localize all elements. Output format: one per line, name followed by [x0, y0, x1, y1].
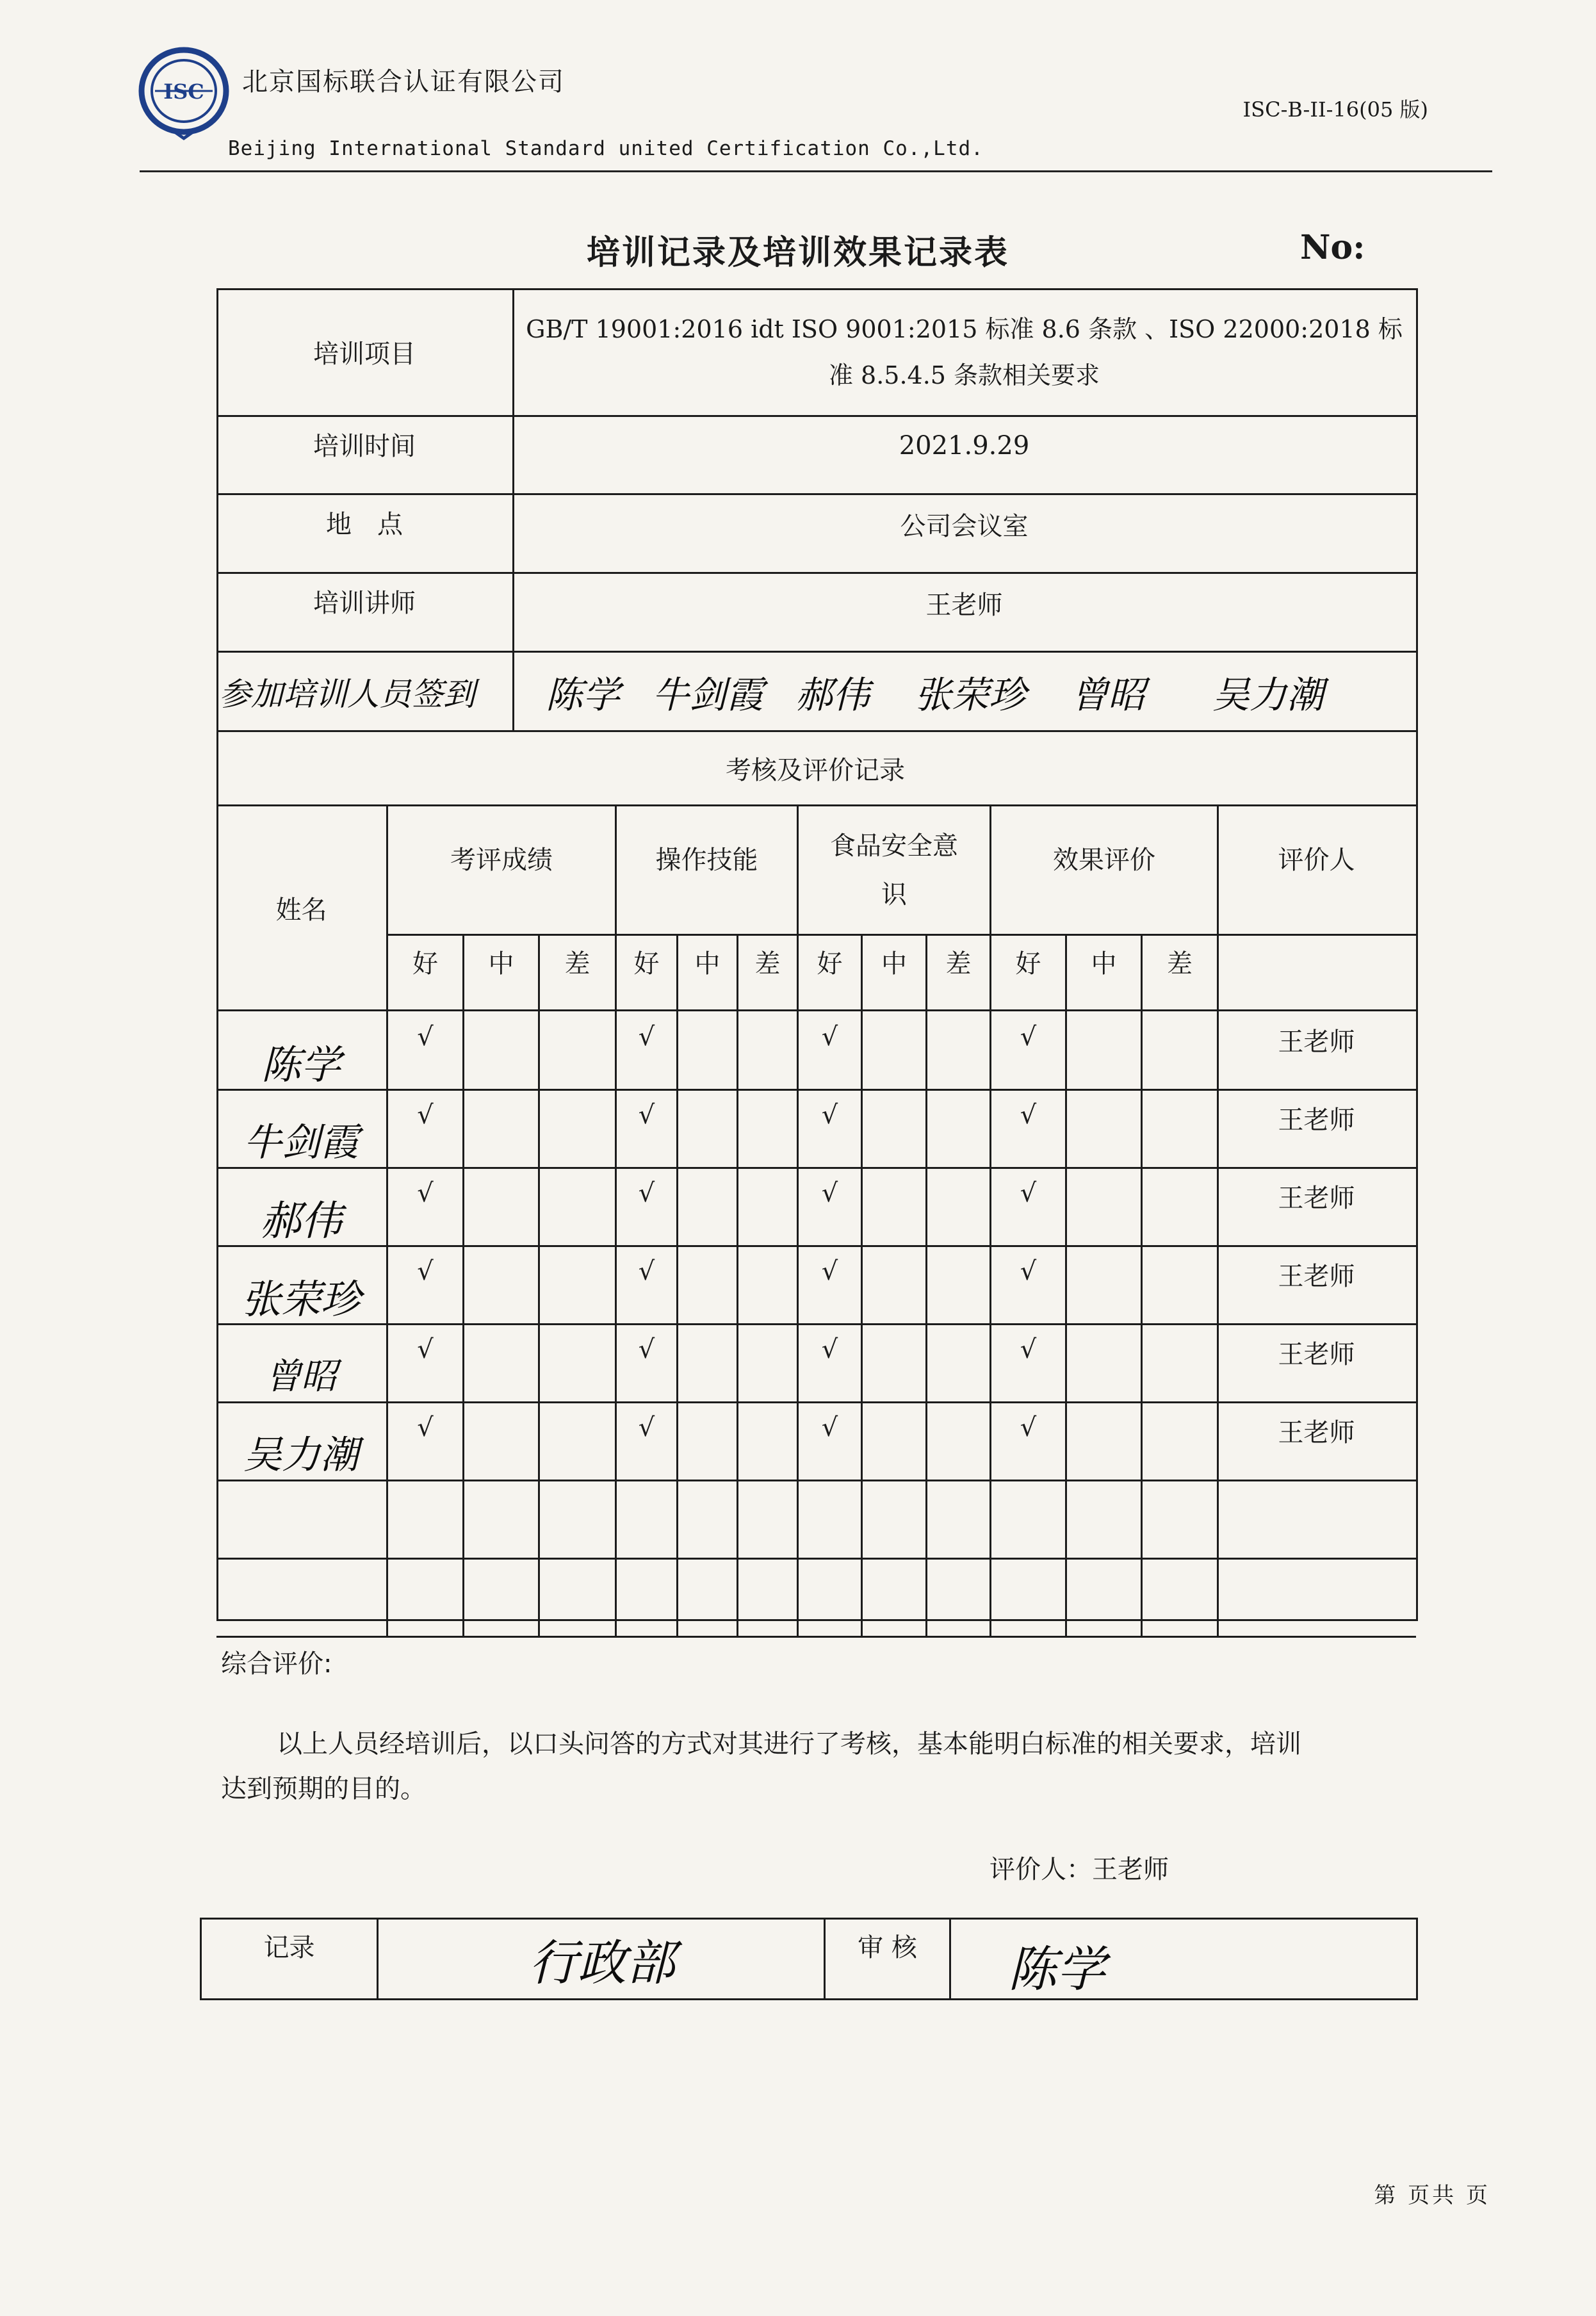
- trainee-signature: 吴力潮: [243, 1433, 359, 1478]
- summary-text-line-1: 以上人员经培训后，以口头问答的方式对其进行了考核，基本能明白标准的相关要求，培训: [277, 1729, 1301, 1759]
- company-name-cn: 北京国标联合认证有限公司: [242, 67, 565, 97]
- lecturer-value: 王老师: [925, 590, 1003, 620]
- good-tick: √: [821, 1335, 838, 1364]
- good-tick: √: [1020, 1335, 1037, 1364]
- review-label: 审 核: [858, 1932, 917, 1962]
- good-tick: √: [417, 1413, 434, 1442]
- trainee-signature: 曾昭: [265, 1356, 337, 1398]
- col-evaluator-header: 评价人: [1278, 845, 1355, 875]
- summary-label: 综合评价:: [221, 1649, 332, 1679]
- grade-header: 差: [945, 949, 972, 979]
- good-tick: √: [638, 1413, 655, 1442]
- row-evaluator: 王老师: [1278, 1183, 1355, 1213]
- good-tick: √: [417, 1178, 434, 1208]
- good-tick: √: [417, 1100, 434, 1130]
- grade-header: 差: [1167, 949, 1193, 979]
- time-label: 培训时间: [313, 432, 416, 461]
- trainee-signature: 牛剑霞: [243, 1120, 359, 1165]
- row-evaluator: 王老师: [1278, 1261, 1355, 1291]
- place-label: 地 点: [326, 510, 403, 539]
- review-signature: 陈学: [1008, 1941, 1105, 1998]
- grade-header: 差: [754, 949, 781, 979]
- good-tick: √: [821, 1178, 838, 1208]
- good-tick: √: [821, 1100, 838, 1130]
- trainee-signature: 张荣珍: [241, 1275, 361, 1323]
- col-name-header: 姓名: [275, 895, 327, 925]
- group-header: 考评成绩: [450, 845, 553, 875]
- trainee-signature: 陈学: [261, 1041, 341, 1088]
- good-tick: √: [417, 1257, 434, 1286]
- good-tick: √: [638, 1178, 655, 1208]
- grade-header: 好: [633, 949, 660, 979]
- attendee-signature: 曾昭: [1070, 673, 1145, 717]
- document-code: ISC-B-II-16(05 版): [1242, 97, 1428, 122]
- grade-header: 中: [1091, 949, 1117, 979]
- good-tick: √: [1020, 1100, 1037, 1130]
- form-number-label: No:: [1300, 228, 1365, 267]
- lecturer-label: 培训讲师: [313, 589, 416, 618]
- good-tick: √: [638, 1022, 655, 1052]
- grade-header: 好: [412, 949, 438, 979]
- grade-header: 好: [817, 949, 843, 979]
- time-value: 2021.9.29: [899, 431, 1030, 461]
- good-tick: √: [1020, 1178, 1037, 1208]
- summary-text-line-2: 达到预期的目的。: [221, 1774, 426, 1804]
- attendee-signature: 陈学: [545, 673, 620, 717]
- good-tick: √: [1020, 1022, 1037, 1052]
- good-tick: √: [638, 1100, 655, 1130]
- project-value: [514, 291, 1414, 413]
- project-label: 培训项目: [313, 339, 416, 369]
- assessment-section-title: 考核及评价记录: [726, 756, 905, 785]
- group-header-line: 食品安全意: [830, 831, 958, 861]
- row-evaluator: 王老师: [1278, 1105, 1355, 1135]
- row-evaluator: 王老师: [1278, 1027, 1355, 1057]
- good-tick: √: [821, 1413, 838, 1442]
- group-header: 操作技能: [655, 845, 758, 875]
- row-evaluator: 王老师: [1278, 1339, 1355, 1369]
- group-header-line: 识: [881, 879, 907, 909]
- attendees-label: 参加培训人员签到: [219, 675, 475, 713]
- grade-header: 中: [694, 949, 721, 979]
- attendee-signature: 吴力潮: [1212, 673, 1324, 717]
- good-tick: √: [821, 1257, 838, 1286]
- summary-evaluator: 评价人：王老师: [989, 1854, 1169, 1884]
- page-number: 第 页共 页: [1374, 2183, 1490, 2208]
- grade-header: 好: [1015, 949, 1041, 979]
- attendee-signature: 牛剑霞: [651, 673, 763, 717]
- form-title: 培训记录及培训效果记录表: [586, 234, 1009, 272]
- project-value-line-1: GB/T 19001:2016 idt ISO 9001:2015 标准 8.6 条款 、ISO 22000:2018 标: [526, 315, 1403, 343]
- grade-header: 差: [564, 949, 590, 979]
- good-tick: √: [1020, 1257, 1037, 1286]
- good-tick: √: [1020, 1413, 1037, 1442]
- trainee-signature: 郝伟: [260, 1198, 342, 1245]
- attendee-signature: 张荣珍: [914, 673, 1026, 717]
- group-header: 效果评价: [1053, 845, 1155, 875]
- row-evaluator: 王老师: [1278, 1417, 1355, 1448]
- good-tick: √: [638, 1257, 655, 1286]
- good-tick: √: [638, 1335, 655, 1364]
- grade-header: 中: [488, 949, 514, 979]
- place-value: 公司会议室: [900, 511, 1029, 541]
- record-signature: 行政部: [529, 1934, 675, 1991]
- logo-text: ISC: [163, 79, 204, 104]
- project-value-line-2: 准 8.5.4.5 条款相关要求: [828, 361, 1100, 389]
- good-tick: √: [417, 1022, 434, 1052]
- good-tick: √: [821, 1022, 838, 1052]
- group-header: [799, 806, 989, 934]
- grade-header: 中: [881, 949, 907, 979]
- attendee-signature: 郝伟: [795, 673, 870, 717]
- record-label: 记录: [263, 1932, 315, 1962]
- company-logo-icon: [136, 45, 232, 141]
- header-divider: [140, 170, 1492, 172]
- good-tick: √: [417, 1335, 434, 1364]
- company-name-en: Beijing International Standard united Certification Co.,Ltd.: [228, 137, 984, 160]
